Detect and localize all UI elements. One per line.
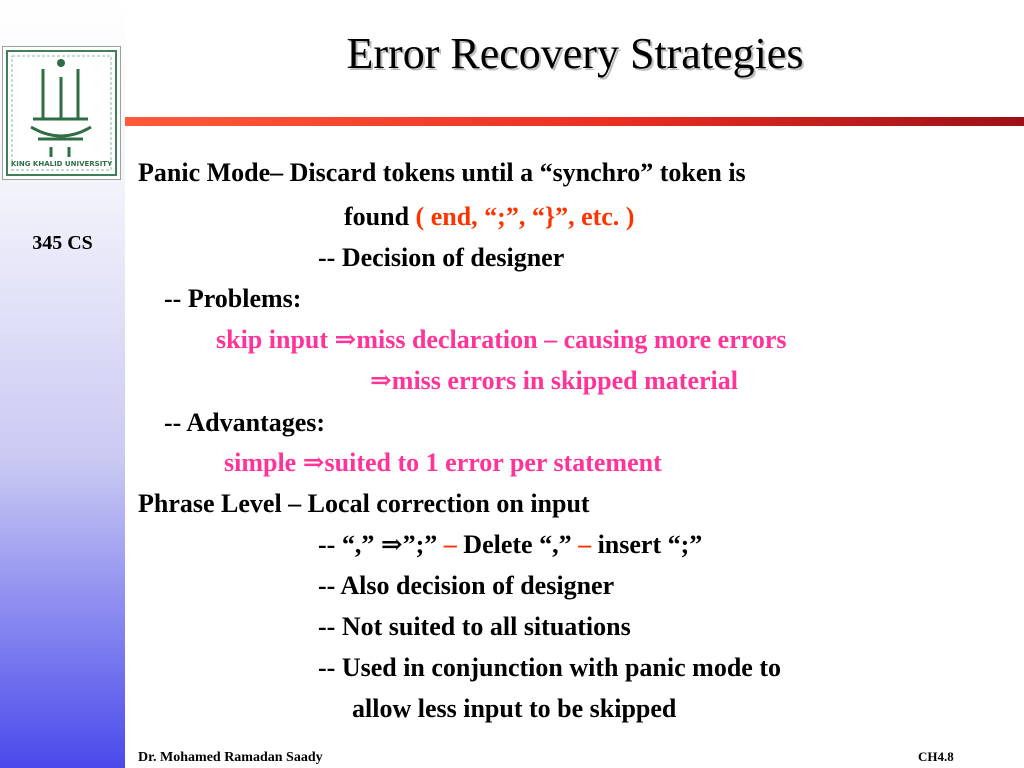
replace-example-line <box>318 530 702 560</box>
university-logo <box>2 46 121 180</box>
sidebar-panel <box>0 0 125 768</box>
comma-text: -- “,” <box>318 530 381 559</box>
miss-errors-text: miss errors in skipped material <box>391 366 738 395</box>
advantages-heading: -- Advantages: <box>164 408 326 437</box>
miss-declaration-text: miss declaration – causing more errors <box>356 325 787 354</box>
slide-title: Error Recovery Strategies <box>346 29 804 78</box>
dash-red: – <box>578 530 592 559</box>
semicolon-text: ”;” <box>402 530 444 559</box>
course-code: 345 CS <box>32 232 93 254</box>
title-divider <box>125 117 1024 126</box>
footer-author: Dr. Mohamed Ramadan Saady <box>138 750 323 765</box>
problem-miss-errors <box>370 366 738 396</box>
problem-skip-input <box>216 325 786 355</box>
simple-text: simple <box>224 448 303 477</box>
decision-line: -- Decision of designer <box>318 243 565 272</box>
implies-arrow-icon: ⇒ <box>370 366 392 395</box>
not-suited-line: -- Not suited to all situations <box>318 612 631 641</box>
suited-text: suited to 1 error per statement <box>324 448 662 477</box>
advantage-simple <box>224 448 662 478</box>
synchro-token-list: ( end, “;”, “}”, etc. ) <box>415 202 635 231</box>
implies-arrow-icon: ⇒ <box>380 530 403 559</box>
insert-text: insert “;” <box>591 530 703 559</box>
panic-mode-line: Panic Mode– Discard tokens until a “synchro” token is <box>138 158 746 187</box>
footer-page-number: CH4.8 <box>918 749 954 764</box>
skip-input-text: skip input <box>216 325 335 354</box>
also-decision-line: -- Also decision of designer <box>318 571 615 600</box>
problems-heading: -- Problems: <box>164 284 302 313</box>
phrase-level-line: Phrase Level – Local correction on input <box>138 489 590 518</box>
conjunction-line: -- Used in conjunction with panic mode to <box>318 653 781 682</box>
implies-arrow-icon: ⇒ <box>302 448 325 477</box>
less-input-line: allow less input to be skipped <box>352 694 677 723</box>
synchro-tokens-line <box>344 202 634 232</box>
delete-text: Delete “,” <box>456 530 579 559</box>
implies-arrow-icon: ⇒ <box>334 325 357 354</box>
logo-text: KING KHALID UNIVERSITY <box>10 160 113 168</box>
dash-red: – <box>443 530 457 559</box>
found-text: found <box>344 202 416 231</box>
